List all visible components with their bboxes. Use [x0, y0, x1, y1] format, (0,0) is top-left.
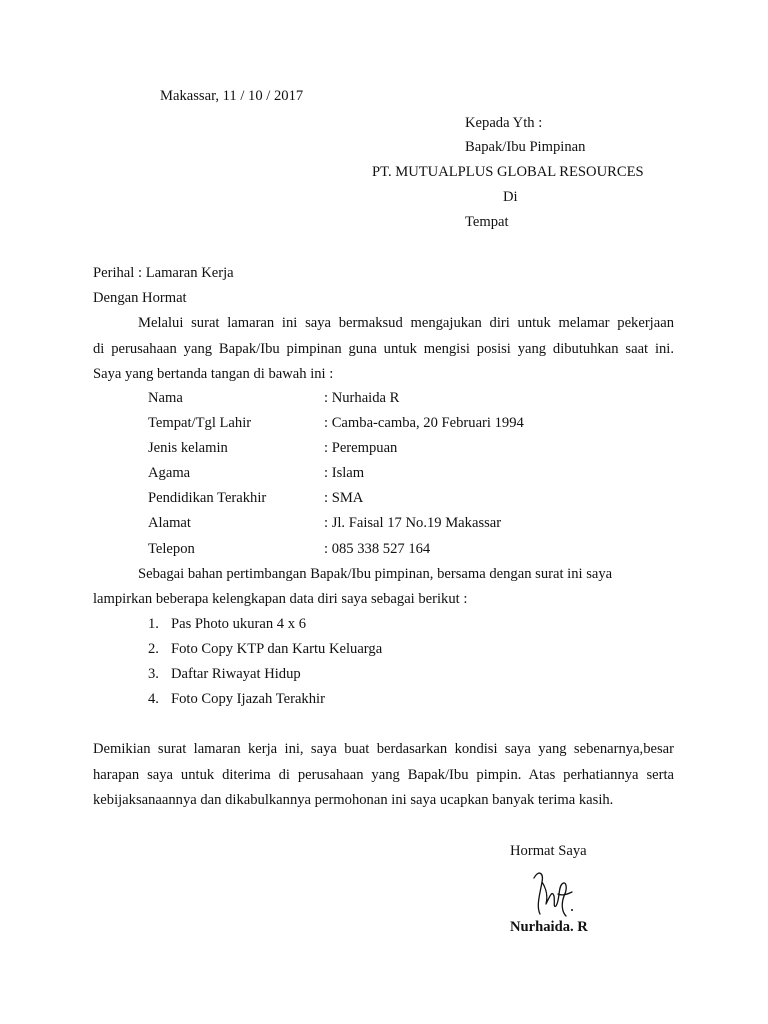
recipient-line-2: Bapak/Ibu Pimpinan — [465, 139, 586, 155]
closing-line-3: kebijaksanaannya dan dikabulkannya permohonan ini saya ucapkan banyak terima kasih. — [93, 792, 614, 808]
data-label-pendidikan: Pendidikan Terakhir — [148, 490, 267, 506]
greeting: Dengan Hormat — [93, 290, 187, 306]
data-value-alamat: : Jl. Faisal 17 No.19 Makassar — [324, 515, 502, 531]
data-label-alamat: Alamat — [148, 515, 191, 531]
signer-name: Nurhaida. R — [510, 919, 588, 935]
closing-salutation: Hormat Saya — [510, 843, 587, 859]
list-item-number: 2. — [148, 641, 159, 657]
data-label-jenis-kelamin: Jenis kelamin — [148, 440, 228, 456]
data-value-jenis-kelamin: : Perempuan — [324, 440, 398, 456]
closing-line-2: harapan saya untuk diterima di perusahaan yang Bapak/Ibu pimpin. Atas perhatiannya serta — [93, 767, 674, 783]
list-item: Foto Copy Ijazah Terakhir — [171, 691, 325, 707]
subject-line: Perihal : Lamaran Kerja — [93, 265, 234, 281]
data-label-agama: Agama — [148, 465, 191, 481]
data-value-agama: : Islam — [324, 465, 365, 481]
list-item: Pas Photo ukuran 4 x 6 — [171, 616, 306, 632]
attachments-intro-line-1: Sebagai bahan pertimbangan Bapak/Ibu pimpinan, bersama dengan surat ini saya — [138, 566, 613, 582]
data-value-nama: : Nurhaida R — [324, 390, 400, 406]
recipient-line-1: Kepada Yth : — [465, 115, 543, 131]
recipient-line-5: Tempat — [465, 214, 509, 230]
recipient-company: PT. MUTUALPLUS GLOBAL RESOURCES — [372, 164, 644, 180]
intro-line-2: di perusahaan yang Bapak/Ibu pimpinan guna untuk mengisi posisi yang dibutuhkan saat ini. — [93, 341, 674, 357]
list-item: Foto Copy KTP dan Kartu Keluarga — [171, 641, 383, 657]
data-value-pendidikan: : SMA — [324, 490, 364, 506]
list-item: Daftar Riwayat Hidup — [171, 666, 301, 682]
list-item-number: 1. — [148, 616, 159, 632]
data-label-ttl: Tempat/Tgl Lahir — [148, 415, 252, 431]
attachments-intro-line-2: lampirkan beberapa kelengkapan data diri saya sebagai berikut : — [93, 591, 468, 607]
data-value-telepon: : 085 338 527 164 — [324, 541, 431, 557]
intro-line-3: Saya yang bertanda tangan di bawah ini : — [93, 366, 334, 382]
recipient-line-4: Di — [503, 189, 518, 205]
data-label-nama: Nama — [148, 390, 183, 406]
list-item-number: 4. — [148, 691, 159, 707]
closing-line-1: Demikian surat lamaran kerja ini, saya buat berdasarkan kondisi saya yang sebenarnya,besar — [93, 741, 674, 757]
handwritten-signature — [528, 866, 576, 920]
place-date: Makassar, 11 / 10 / 2017 — [160, 88, 304, 104]
list-item-number: 3. — [148, 666, 159, 682]
intro-line-1: Melalui surat lamaran ini saya bermaksud mengajukan diri untuk melamar pekerjaan — [138, 315, 674, 331]
data-label-telepon: Telepon — [148, 541, 195, 557]
data-value-ttl: : Camba-camba, 20 Februari 1994 — [324, 415, 524, 431]
